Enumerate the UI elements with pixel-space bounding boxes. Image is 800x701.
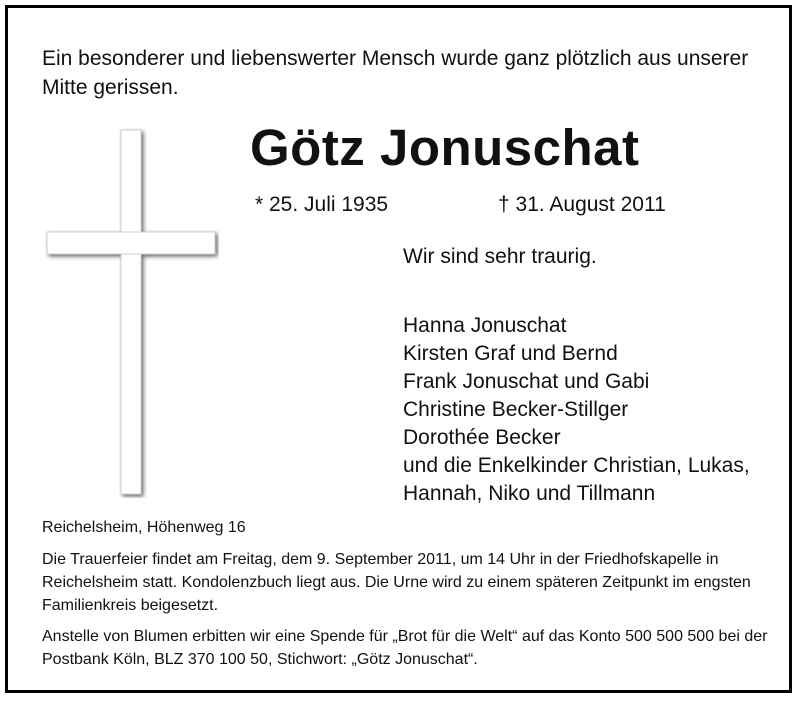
cross-icon xyxy=(45,128,219,498)
mourner-item: Frank Jonuschat und Gabi xyxy=(403,370,650,393)
mourner-item: Christine Becker-Stillger xyxy=(403,398,629,421)
birth-date: * 25. Juli 1935 xyxy=(255,193,389,216)
deceased-name: Götz Jonuschat xyxy=(250,119,640,176)
mourner-item: Hanna Jonuschat xyxy=(403,314,567,337)
donation-info: Anstelle von Blumen erbitten wir eine Spende für „Brot für die Welt“ auf das Konto 500 500 500 bei der Postbank Köln, BLZ 370 100 50, Stichwort: „Götz Jonuschat“. xyxy=(42,628,768,668)
intro-text: Ein besonderer und liebenswerter Mensch wurde ganz plötzlich aus unserer Mitte gerissen. xyxy=(42,47,749,99)
mourner-item: Hannah, Niko und Tillmann xyxy=(403,482,656,505)
mourners-list xyxy=(403,312,750,508)
address: Reichelsheim, Höhenweg 16 xyxy=(42,519,246,536)
mourning-statement: Wir sind sehr traurig. xyxy=(403,245,597,268)
death-date: † 31. August 2011 xyxy=(498,193,666,216)
funeral-info: Die Trauerfeier findet am Freitag, dem 9. September 2011, um 14 Uhr in der Friedhofskapelle in Reichelsheim statt. Kondolenzbuch liegt aus. Die Urne wird zu einem späteren Zeitpunkt im engsten Familienkreis beigesetzt. xyxy=(42,551,751,614)
mourner-item: Dorothée Becker xyxy=(403,426,561,449)
mourner-item: Kirsten Graf und Bernd xyxy=(403,342,618,365)
mourner-item: und die Enkelkinder Christian, Lukas, xyxy=(403,454,750,477)
